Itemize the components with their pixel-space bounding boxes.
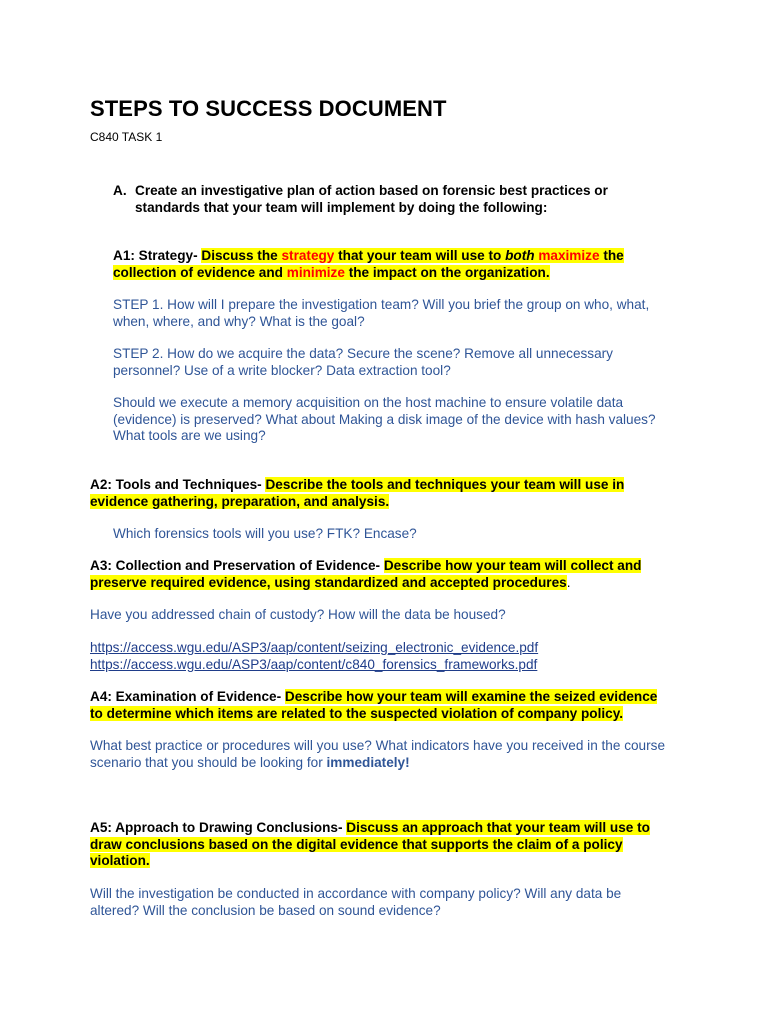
a4-highlight: Describe how your team will examine the seized evidence to determine which items are related to the suspected violation of company policy. xyxy=(90,689,658,721)
document-title: STEPS TO SUCCESS DOCUMENT xyxy=(90,96,447,121)
a1-maximize-word: maximize xyxy=(538,248,600,263)
a1-highlight-2: that your team will use to xyxy=(334,248,506,263)
a1-highlight-4: the collection of evidence and xyxy=(113,248,624,280)
a2-heading xyxy=(90,477,660,510)
a3-highlight: Describe how your team will collect and preserve required evidence, using standardized and accepted procedures xyxy=(90,558,642,590)
section-a-marker: A. xyxy=(113,183,127,198)
a3-label: A3: Collection and Preservation of Evidence- xyxy=(90,558,384,573)
a1-step-1: STEP 1. How will I prepare the investigation team? Will you brief the group on who, what, when, where, and why? What is the goal? xyxy=(113,297,650,329)
a3-period: . xyxy=(566,574,571,590)
a4-label: A4: Examination of Evidence- xyxy=(90,689,285,704)
a1-label: A1: Strategy- xyxy=(113,248,202,263)
seizing-evidence-link[interactable]: https://access.wgu.edu/ASP3/aap/content/seizing_electronic_evidence.pdf xyxy=(90,640,539,655)
a5-note: Will the investigation be conducted in accordance with company policy? Will any data be altered? Will the conclusion be based on sound evidence? xyxy=(90,886,622,918)
a2-note: Which forensics tools will you use? FTK? Encase? xyxy=(113,526,417,541)
a2-highlight: Describe the tools and techniques your team will use in evidence gathering, preparation, and analysis. xyxy=(90,477,625,509)
a1-step-2: STEP 2. How do we acquire the data? Secure the scene? Remove all unnecessary personnel? Use of a write blocker? Data extraction tool? xyxy=(113,346,613,378)
a1-strategy-word: strategy xyxy=(281,248,335,263)
a4-note-text: What best practice or procedures will you use? What indicators have you received in the course scenario that you should be looking for xyxy=(90,738,665,770)
a1-highlight-1: Discuss the xyxy=(201,248,282,263)
forensics-frameworks-link[interactable]: https://access.wgu.edu/ASP3/aap/content/c840_forensics_frameworks.pdf xyxy=(90,656,538,672)
a2-label: A2: Tools and Techniques- xyxy=(90,477,266,492)
a3-heading xyxy=(90,558,670,591)
document-subtitle: C840 TASK 1 xyxy=(90,130,163,144)
a1-note: Should we execute a memory acquisition on the host machine to ensure volatile data (evidence) is preserved? What about Making a disk image of the device with hash values? What tools are we using? xyxy=(113,395,656,444)
a1-highlight-5: the impact on the organization. xyxy=(344,264,550,280)
section-a-text: Create an investigative plan of action based on forensic best practices or standards that your team will implement by doing the following: xyxy=(135,183,608,215)
a4-heading xyxy=(90,689,670,722)
a4-note xyxy=(90,738,680,771)
a3-links xyxy=(90,640,690,673)
a1-heading xyxy=(113,248,673,281)
a1-minimize-word: minimize xyxy=(286,264,345,280)
a3-note: Have you addressed chain of custody? How will the data be housed? xyxy=(90,607,506,622)
a5-heading xyxy=(90,820,670,870)
a1-both-word: both xyxy=(505,248,535,263)
a5-label: A5: Approach to Drawing Conclusions- xyxy=(90,820,347,835)
a4-note-bold: immediately! xyxy=(326,754,410,770)
a5-highlight: Discuss an approach that your team will use to draw conclusions based on the digital evidence that supports the claim of a policy violation. xyxy=(90,820,650,869)
